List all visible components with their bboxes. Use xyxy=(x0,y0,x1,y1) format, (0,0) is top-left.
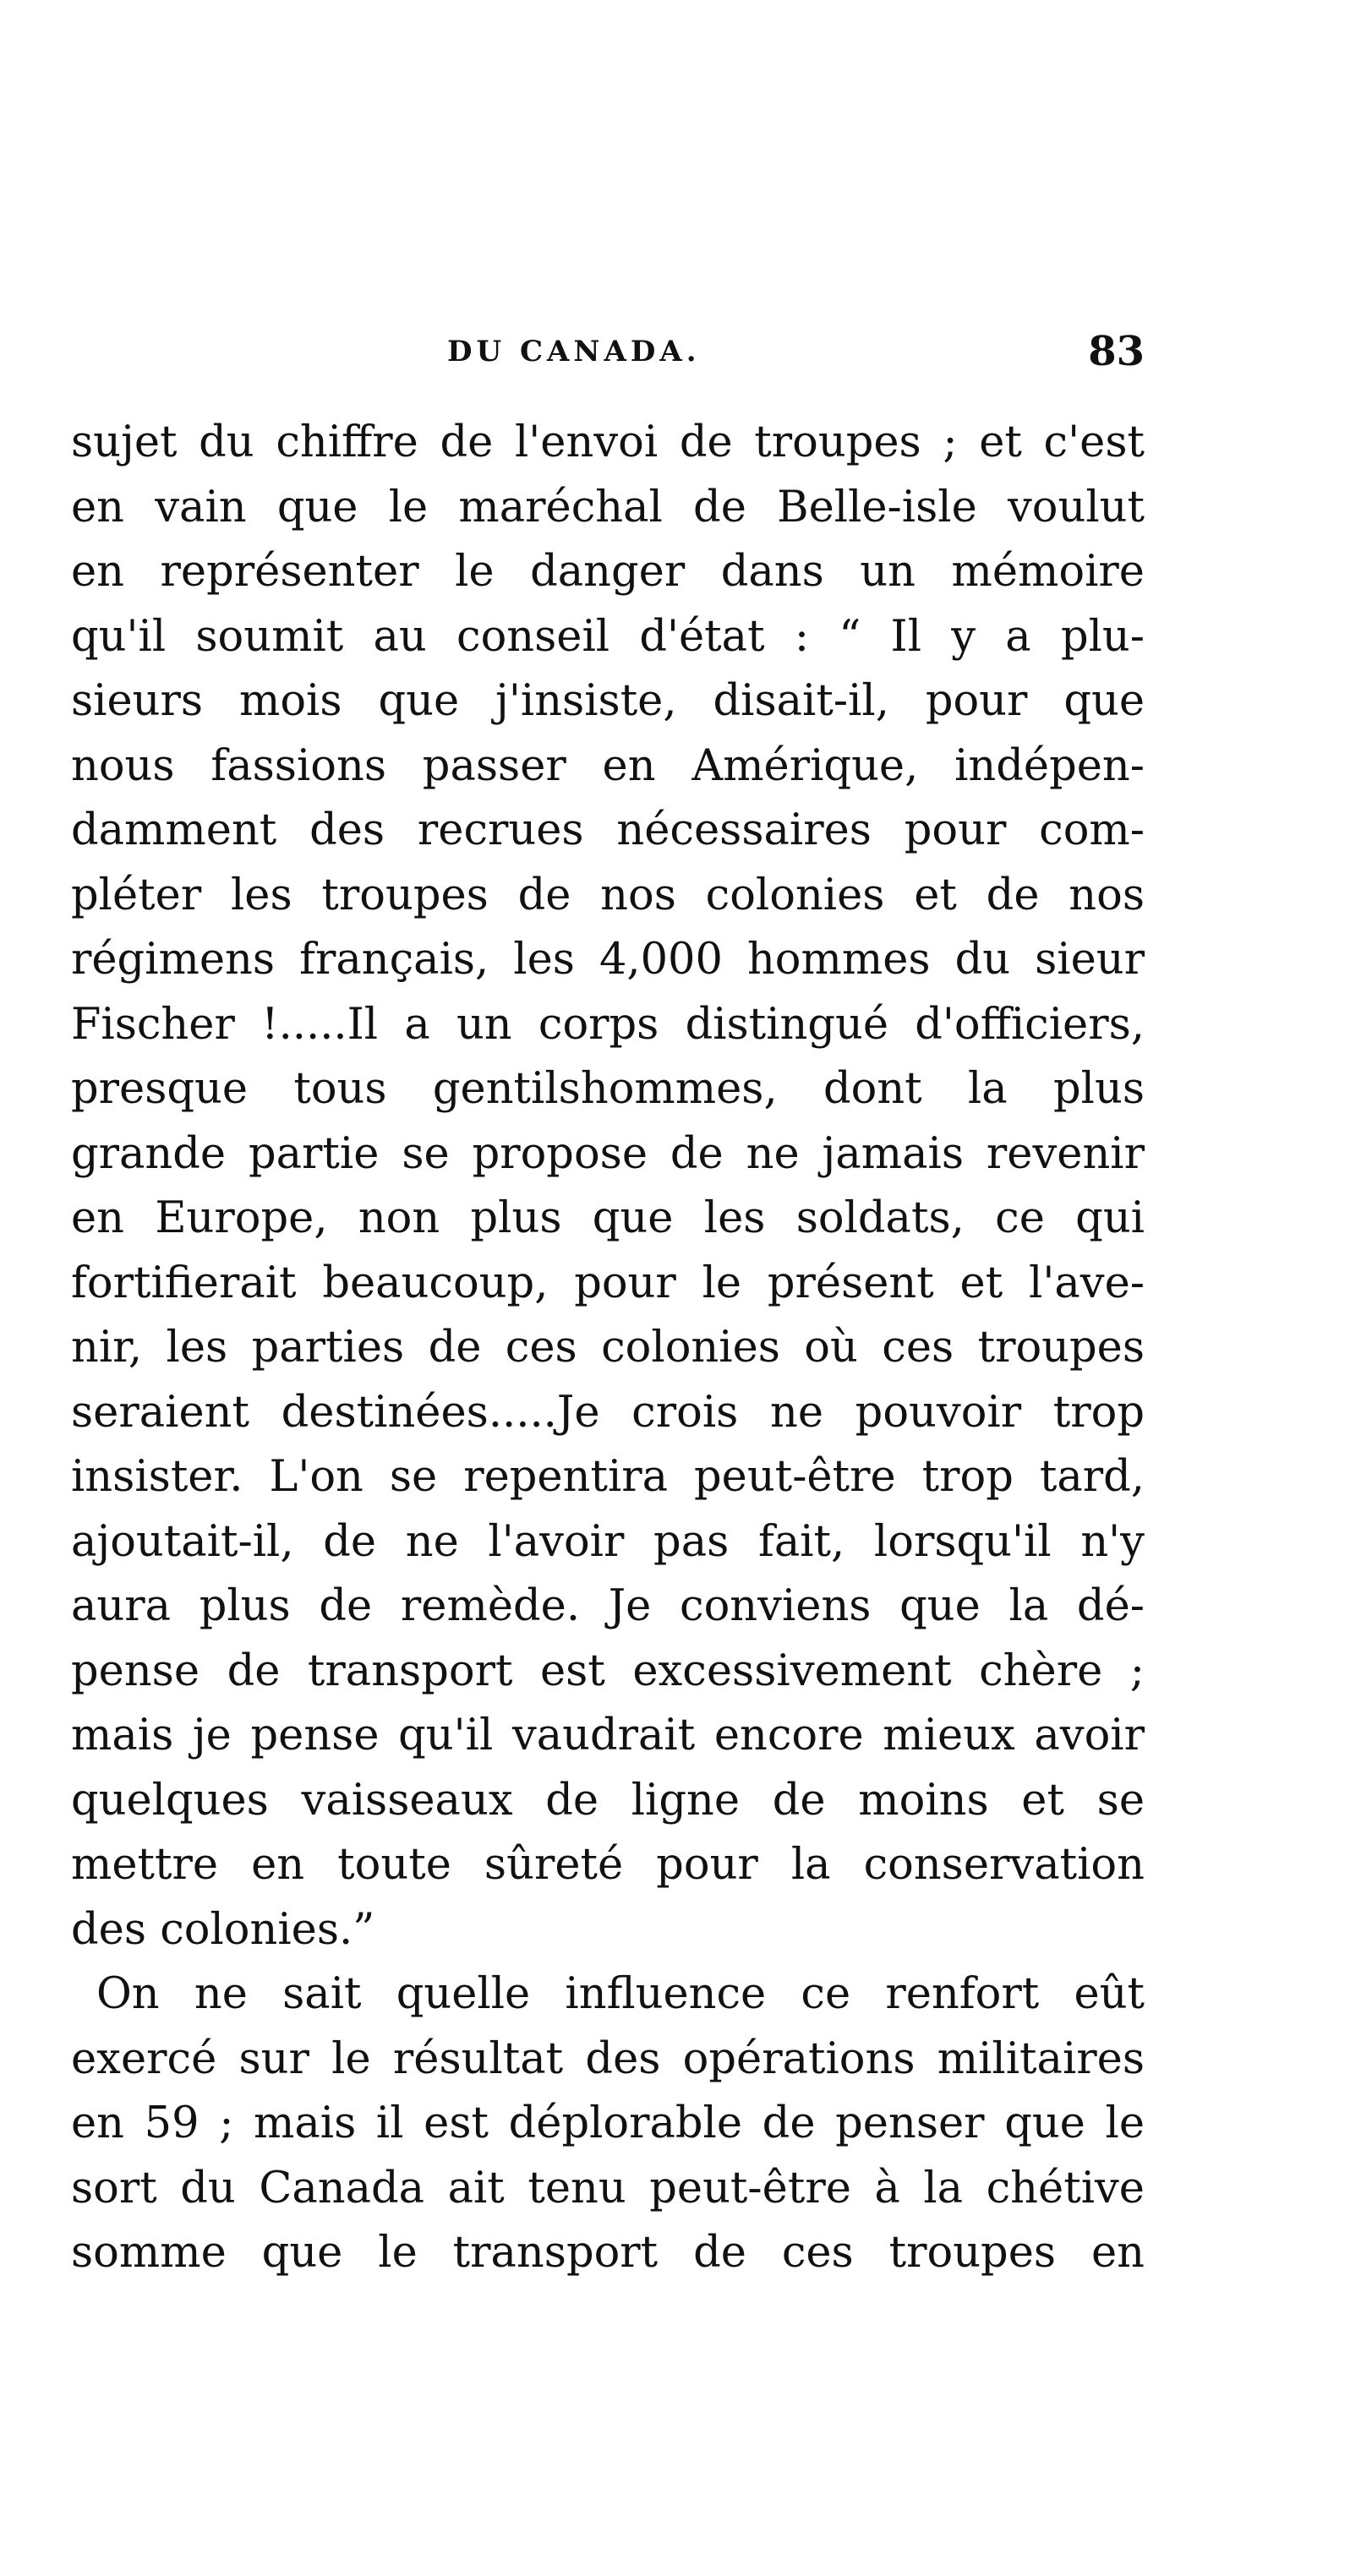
text-line: exercé sur le résultat des opérations militaires xyxy=(71,2033,1145,2084)
text-body xyxy=(71,411,1145,2286)
text-line: en Europe, non plus que les soldats, ce qui xyxy=(71,1193,1145,1243)
text-line: grande partie se propose de ne jamais revenir xyxy=(71,1128,1145,1179)
text-line: mettre en toute sûreté pour la conservation xyxy=(71,1840,1145,1890)
text-line-paragraph-end: des colonies.” xyxy=(71,1904,375,1955)
text-line: pense de transport est excessivement chère ; xyxy=(71,1645,1145,1696)
text-line: insister. L'on se repentira peut-être trop tard, xyxy=(71,1452,1145,1502)
text-line: fortifierait beaucoup, pour le présent et l'ave- xyxy=(71,1258,1145,1308)
text-line: quelques vaisseaux de ligne de moins et se xyxy=(71,1775,1145,1826)
text-line-paragraph-start: On ne sait quelle influence ce renfort eût xyxy=(96,1969,1145,2019)
text-line: ajoutait-il, de ne l'avoir pas fait, lorsqu'il n'y xyxy=(71,1516,1145,1567)
text-line: nous fassions passer en Amérique, indépen- xyxy=(71,740,1145,791)
text-line: sujet du chiffre de l'envoi de troupes ; et c'est xyxy=(71,418,1145,467)
text-line: seraient destinées.....Je crois ne pouvoir trop xyxy=(71,1387,1145,1438)
running-header xyxy=(71,328,1145,379)
text-line: sieurs mois que j'insiste, disait-il, pour que xyxy=(71,676,1145,726)
page-number: 83 xyxy=(1088,328,1145,375)
text-line: qu'il soumit au conseil d'état : “ Il y a plu- xyxy=(71,611,1145,662)
text-line: damment des recrues nécessaires pour com- xyxy=(71,805,1145,855)
text-line: en vain que le maréchal de Belle-isle voulut xyxy=(71,482,1145,532)
text-line: en représenter le danger dans un mémoire xyxy=(71,547,1145,597)
text-line: en 59 ; mais il est déplorable de penser que le xyxy=(71,2098,1145,2148)
text-line: aura plus de remède. Je conviens que la dé- xyxy=(71,1581,1145,1631)
text-line: régimens français, les 4,000 hommes du sieur xyxy=(71,935,1145,985)
text-line: mais je pense qu'il vaudrait encore mieux avoir xyxy=(71,1711,1145,1760)
text-line: pléter les troupes de nos colonies et de nos xyxy=(71,870,1145,920)
text-line: presque tous gentilshommes, dont la plus xyxy=(71,1064,1145,1114)
text-line: Fischer !.....Il a un corps distingué d'officiers, xyxy=(71,999,1145,1050)
text-line: nir, les parties de ces colonies où ces troupes xyxy=(71,1323,1145,1373)
text-line: sort du Canada ait tenu peut-être à la chétive xyxy=(71,2163,1145,2213)
running-title: DU CANADA. xyxy=(447,335,701,368)
text-line: somme que le transport de ces troupes en xyxy=(71,2228,1145,2278)
